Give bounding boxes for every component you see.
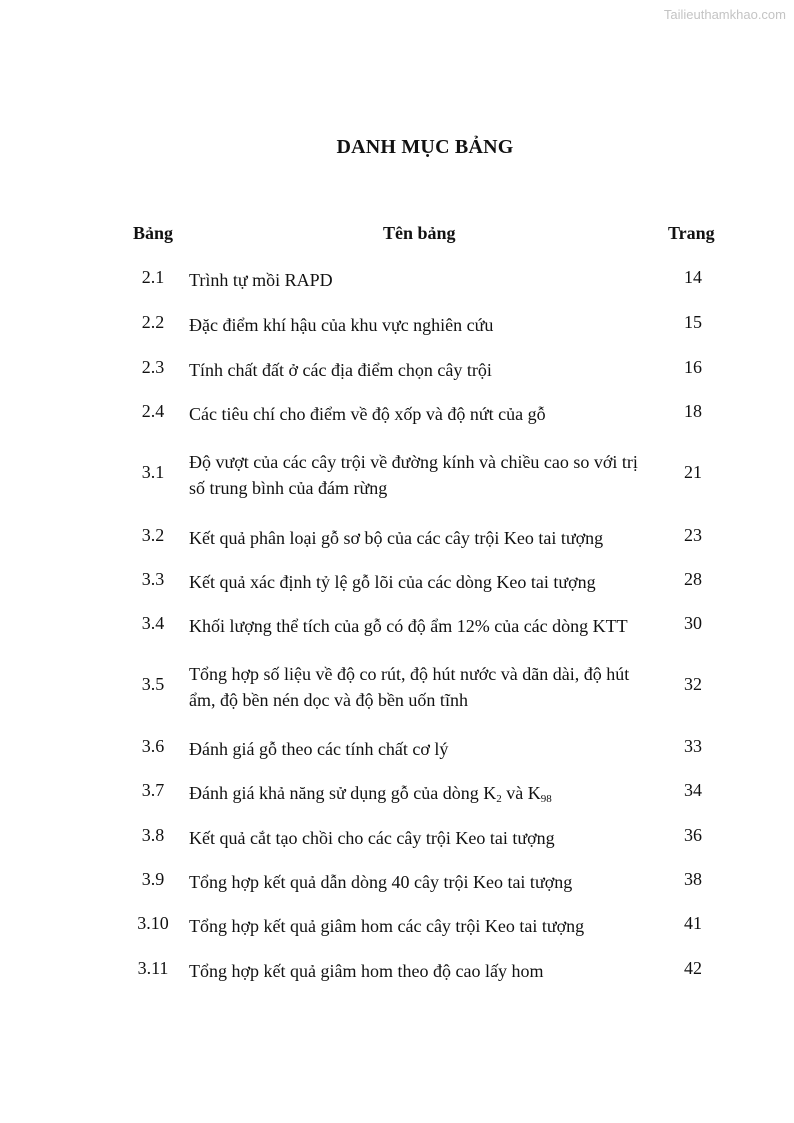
row-number: 3.8 [141,825,165,845]
row-number: 3.4 [141,613,165,633]
row-number: 3.1 [141,462,165,482]
row-name: Đánh giá gỗ theo các tính chất cơ lý [189,739,449,759]
header-page: Trang [668,223,715,243]
row-page: 21 [684,462,702,482]
row-number: 3.9 [141,869,165,889]
row-name: Khối lượng thể tích của gỗ có độ ẩm 12% của các dòng KTT [189,616,628,636]
row-number: 3.6 [141,736,165,756]
row-name: Kết quả cắt tạo chồi cho các cây trội Keo tai tượng [189,828,555,848]
row-page: 34 [684,780,702,800]
row-name: Đặc điểm khí hậu của khu vực nghiên cứu [189,315,494,335]
row-name: Độ vượt của các cây trội về đường kính và chiều cao so với trị số trung bình của đám rừng [189,452,638,498]
row-page: 32 [684,674,702,694]
row-number: 3.10 [137,913,169,933]
row-name: Tổng hợp số liệu về độ co rút, độ hút nước và dãn dài, độ hút ẩm, độ bền nén dọc và độ bền uốn tĩnh [189,664,630,710]
watermark: Tailieuthamkhao.com [663,7,786,22]
row-page: 30 [684,613,702,633]
row-page: 33 [684,736,702,756]
row-number: 2.1 [141,267,165,287]
row-number: 3.5 [141,674,165,694]
row-name: Đánh giá khả năng sử dụng gỗ của dòng $K_2$ và $K_{98}$ [189,783,552,805]
row-page: 42 [684,958,702,978]
page-title: DANH MỤC BẢNG [336,136,514,158]
row-name: Tính chất đất ở các địa điểm chọn cây trội [189,360,492,380]
row-page: 23 [684,525,702,545]
row-number: 2.2 [141,312,165,332]
header-table-name: Tên bảng [383,223,456,243]
row-name: Tổng hợp kết quả giâm hom theo độ cao lấy hom [189,961,544,981]
row-number: 2.3 [141,357,165,377]
row-page: 28 [684,569,702,589]
row-page: 14 [684,267,702,287]
row-page: 36 [684,825,702,845]
row-page: 18 [684,401,702,421]
row-name: Tổng hợp kết quả dẫn dòng 40 cây trội Keo tai tượng [189,872,573,892]
row-number: 3.11 [137,958,169,978]
row-number: 3.7 [141,780,165,800]
row-name: Các tiêu chí cho điểm về độ xốp và độ nứt của gỗ [189,404,546,424]
row-page: 16 [684,357,702,377]
row-number: 2.4 [141,401,165,421]
row-name: Kết quả phân loại gỗ sơ bộ của các cây trội Keo tai tượng [189,528,604,548]
row-name: Trình tự mồi RAPD [189,270,333,290]
header-table-number: Bảng [133,223,174,243]
row-name: Kết quả xác định tỷ lệ gỗ lõi của các dòng Keo tai tượng [189,572,596,592]
row-number: 3.3 [141,569,165,589]
row-number: 3.2 [141,525,165,545]
row-page: 15 [684,312,702,332]
row-page: 41 [684,913,702,933]
row-page: 38 [684,869,702,889]
row-name: Tổng hợp kết quả giâm hom các cây trội Keo tai tượng [189,916,585,936]
